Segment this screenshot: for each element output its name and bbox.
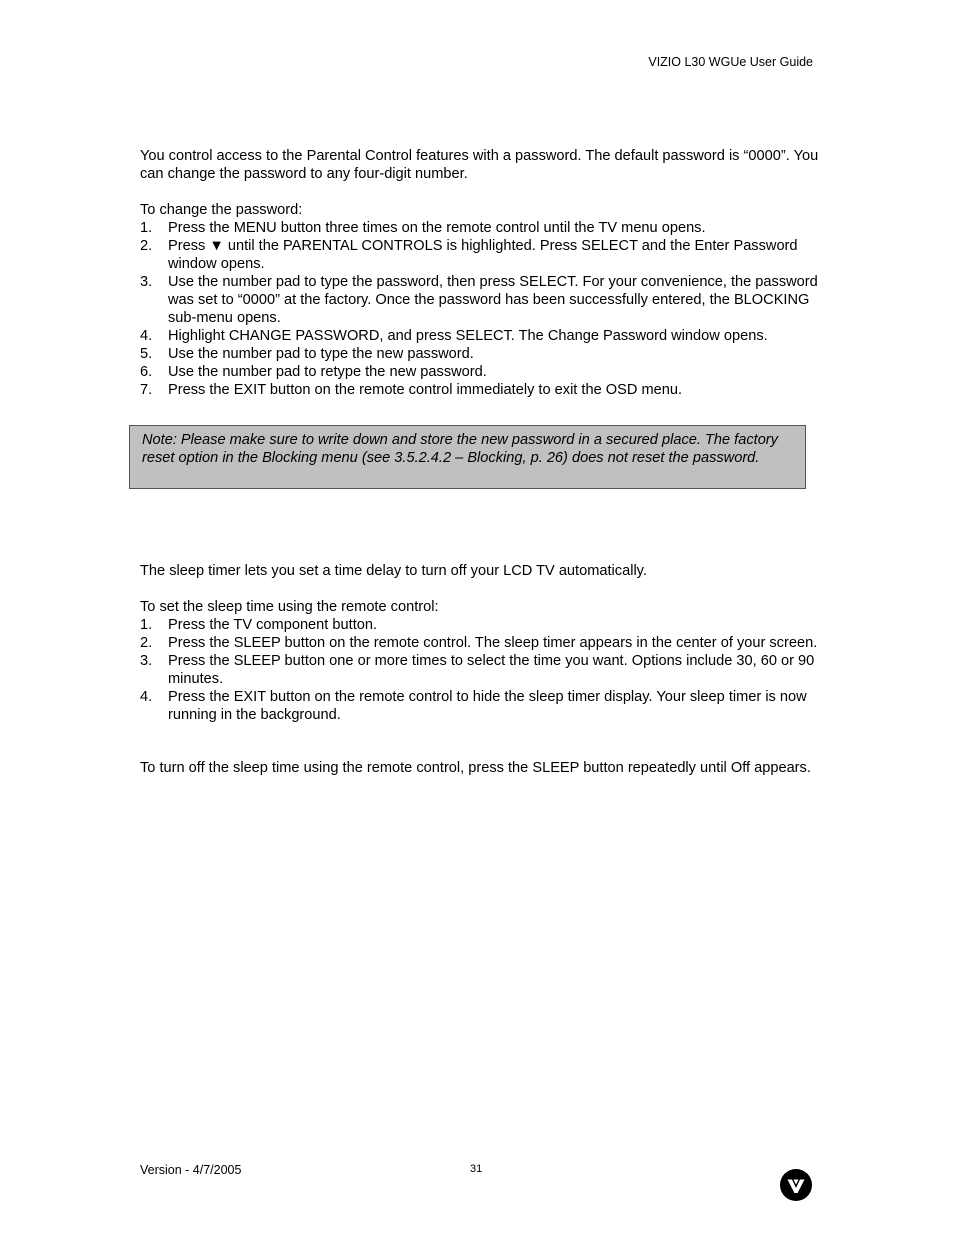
list-item: 3. Press the SLEEP button one or more times to select the time you want. Options include 30, 60 or 90 minutes.	[140, 653, 815, 687]
password-intro: You control access to the Parental Control features with a password. The default password is “0000”. You can change the password to any four-digit number.	[140, 148, 819, 182]
header-title: VIZIO L30 WGUe User Guide	[648, 55, 813, 69]
list-item: 2. Press ▼ until the PARENTAL CONTROLS is highlighted. Press SELECT and the Enter Password window opens.	[140, 238, 798, 272]
list-item: 1. Press the TV component button.	[140, 617, 378, 633]
sleep-steps-heading: To set the sleep time using the remote control:	[140, 599, 439, 615]
password-steps-heading: To change the password:	[140, 202, 303, 218]
list-item: 4. Press the EXIT button on the remote control to hide the sleep timer display. Your sleep timer is now running in the background.	[140, 689, 807, 723]
footer-version: Version - 4/7/2005	[140, 1163, 242, 1177]
password-steps-list	[140, 219, 820, 399]
list-item: 6. Use the number pad to retype the new password.	[140, 364, 487, 380]
list-item: 7. Press the EXIT button on the remote control immediately to exit the OSD menu.	[140, 382, 683, 398]
password-note-box: Note: Please make sure to write down and store the new password in a secured place. The factory reset option in the Blocking menu (see 3.5.2.4.2 – Blocking, p. 26) does not reset the password.	[129, 425, 806, 489]
sleep-outro: To turn off the sleep time using the remote control, press the SLEEP button repeatedly until Off appears.	[140, 760, 811, 776]
list-item: 1. Press the MENU button three times on the remote control until the TV menu opens.	[140, 220, 706, 236]
list-item: 4. Highlight CHANGE PASSWORD, and press SELECT. The Change Password window opens.	[140, 328, 768, 344]
sleep-steps-list	[140, 616, 820, 724]
page-number: 31	[470, 1163, 483, 1175]
list-item: 5. Use the number pad to type the new password.	[140, 346, 474, 362]
sleep-intro: The sleep timer lets you set a time delay to turn off your LCD TV automatically.	[140, 563, 647, 579]
vizio-v-logo-icon	[780, 1169, 812, 1201]
list-item: 3. Use the number pad to type the password, then press SELECT. For your convenience, the password was set to “0000” at the factory. Once the password has been successfully entered, the BLOCKING sub-menu opens.	[140, 274, 818, 326]
list-item: 2. Press the SLEEP button on the remote control. The sleep timer appears in the center of your screen.	[140, 635, 818, 651]
